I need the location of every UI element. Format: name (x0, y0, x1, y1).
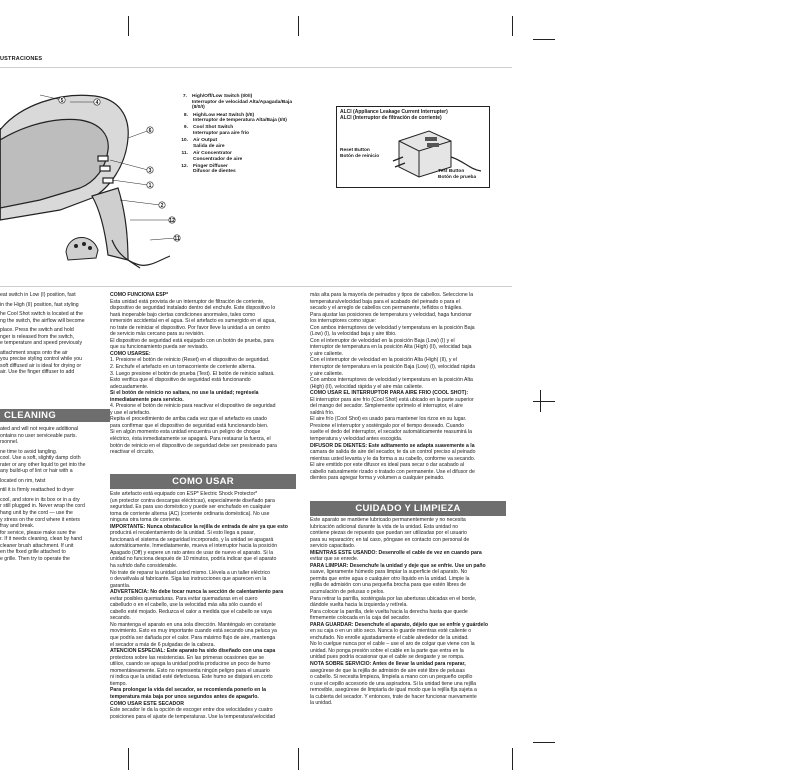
text-line: r still plugged in. Never wrap the cord (0, 503, 85, 510)
text-line: attachment snaps onto the air (0, 349, 68, 356)
text-line: Con ambos interruptores de velocidad y temperatura en la posición Baja (310, 324, 475, 331)
text-line: inmediatamente para servicio. (110, 396, 184, 403)
text-line: ninguna otra toma de corriente. (110, 517, 182, 524)
text-line: COMO USARSE: (110, 350, 151, 357)
crop-mark (512, 748, 513, 770)
text-line: temperatura más baja por unos segundos antes de apagarlo. (110, 693, 259, 700)
crop-mark (512, 16, 513, 36)
crop-mark (533, 39, 555, 40)
text-line: hará inoperable bajo ciertas condiciones anormales, tales como (110, 311, 256, 318)
test-button-label-es: Botón de prueba (438, 175, 477, 180)
text-line: e temperature and speed previously (0, 340, 83, 347)
text-line: cool, and store in its box or in a dry (0, 496, 80, 503)
text-line: lubricación adicional durante la vida de la unidad. Esta unidad no (310, 523, 459, 530)
crop-mark (533, 401, 555, 402)
text-line: place. Press the switch and hold (0, 327, 74, 334)
text-line: inmersión accidental en el agua. Si el artefacto es sumergido en el agua, (110, 318, 276, 325)
text-line: reactivar el circuito. (110, 449, 155, 456)
text-line: Para ajustar las posiciones de temperatura y velocidad, haga funcionar (310, 311, 472, 318)
left-column-block-a (0, 292, 106, 376)
text-line: asegúrese de que la rejilla de admisión de aire esté libre de pelusas (310, 667, 465, 674)
text-line: evitar posibles quemaduras. Para evitar quemaduras en el cuero (110, 595, 258, 602)
text-line: movimiento. Esto es muy importante cuando está secando una peluca ya (110, 628, 277, 635)
text-line: secado y el arreglo de cabellos con permanente, teñidos o frágiles. (310, 305, 463, 312)
callout-label: 11 (174, 236, 180, 242)
text-line: ne time to avoid tangling. (0, 448, 58, 455)
callout-label: 2 (160, 203, 164, 209)
text-line: en the fixed grille attached to (0, 549, 66, 556)
text-line: tiempo. (110, 680, 127, 687)
text-line: r. If it needs cleaning, clean by hand (0, 536, 83, 543)
text-line: COMO FUNCIONA ESP* (110, 292, 169, 298)
alci-title-en: ALCI (Appliance Leakage Current Interrupter) (340, 109, 448, 115)
cuidado-limpieza-banner: CUIDADO Y LIMPIEZA (310, 501, 506, 516)
text-line: botón de reinicio en el dispositivo de seguridad debe ser presionado para (110, 442, 277, 449)
parts-list-item: 8. High/Low Heat Switch (I/II) Interruptor de temperatura Alta/Baja (I/II) (183, 112, 287, 124)
parts-list (176, 94, 296, 176)
text-line: contiene piezas de repuesto que puedan ser utilizadas por el usuario (310, 530, 467, 537)
text-line: Apagado (Off) y espere un rato antes de usar de nuevo el aparato. Si la (110, 549, 274, 556)
right-column-text-b (310, 517, 508, 707)
text-line: in the High (II) position, fast styling (0, 301, 79, 308)
callout-label: 4 (95, 100, 99, 106)
callout-label: 1 (148, 183, 152, 189)
reset-button-label-en: Reset Button (340, 148, 370, 153)
middle-column-text-b (110, 491, 300, 720)
text-line: para su reparación; en tal caso, póngase en contacto con personal de (310, 536, 470, 543)
text-line: unidad no funciona después de 10 minutos, podría indicar que el aparato (110, 556, 277, 563)
callout-label: 12 (169, 218, 175, 224)
text-line: eléctrico, ésta inmediatamente se apagará. Para restaurar la fuerza, el (110, 436, 271, 443)
text-line: que podría ser dañada por el calor. Para máximo flujo de aire, mantenga (110, 635, 276, 642)
parts-list-item: 11. Air Concentrator Concentrador de aire (181, 150, 243, 162)
parts-list-item: 10. Air Output Salida de aire (181, 138, 225, 149)
text-line: dientes para agregar forma y volumen a cualquier peinado. (310, 475, 445, 482)
text-line: No lo cuelgue nunca por el cable – use el aro de colgar que viene con la (310, 641, 475, 648)
text-line: permita que entre agua o cualquier otro líquido en la unidad. Limpie la (310, 575, 470, 582)
text-line: protectora sobre las resistencias. En las primeras ocasiones que se (110, 654, 265, 661)
text-line: o devuélvala al fabricante. Siga las instrucciones que aparecen en la (110, 576, 267, 583)
text-line: Esto verifica que el dispositivo de seguridad está funcionando (110, 377, 251, 384)
text-line: COMO USAR ESTE SECADOR (110, 700, 184, 707)
middle-column-text (110, 292, 300, 456)
text-line: located on rim, twist (0, 477, 46, 484)
text-line: o cabello. Si necesita limpieza, límpiela a mano con un pequeño cepillo (310, 674, 473, 681)
text-line: removible, asegúrese de limpiarla de igual modo que la rejilla fija sujeta a (310, 687, 477, 694)
callout-label: 6 (148, 128, 152, 134)
text-line: ha sufrido daño considerable. (110, 563, 178, 570)
text-line: PARA GUARDAR: Desenchufe el aparato, déjelo que se enfríe y guárdelo (310, 621, 488, 628)
text-line: for service, please make sure the (0, 529, 76, 536)
text-line: Presione el interruptor y sosténgalo por el tiempo deseado. Cuando (310, 422, 465, 429)
text-line: DIFUSOR DE DIENTES: Este aditamento se adapta suavemente a la (310, 442, 475, 449)
text-line: Para colocar la parrilla, dele vuelta hacia la derecha hasta que quede (310, 608, 468, 615)
text-line: la unidad. (310, 700, 333, 707)
text-line: de servicio más cercano para su revisión. (110, 331, 205, 338)
text-line: eat switch in Low (I) position, fast (0, 292, 76, 298)
text-line: ontains no user serviceable parts. (0, 432, 77, 439)
text-line: ADVERTENCIA: No debe tocar nunca la sección de calentamiento para (110, 589, 284, 596)
text-line: interruptor de temperatura en la posición Alta (High) (II), velocidad baja (310, 344, 472, 351)
text-line: la cubierta del secador. Y entonces, trate de hacer funcionar nuevamente (310, 693, 477, 700)
text-line: saldrá frío. (310, 409, 335, 416)
text-line: El aire frío (Cool Shot) es usado para mantener los rizos en su lugar. (310, 416, 467, 423)
text-line: ated and will not require additional (0, 426, 79, 432)
text-line: para confirmar que el dispositivo de seguridad está funcionando bien. (110, 422, 269, 429)
text-line: temperatura/velocidad baja para el acabado del peinado o para el (310, 298, 460, 305)
alci-title-es: ALCI (Interruptor de filtración de corriente) (340, 115, 442, 121)
text-line: en su caja o en un sitio seco. Nunca lo guarde mientras esté caliente o (310, 628, 472, 635)
text-line: interruptor de temperatura en la posición Baja (Low) (I), velocidad rápida (310, 364, 476, 371)
text-line: acumulación de pelusas o pelos. (310, 589, 385, 596)
divider (0, 286, 512, 287)
text-line: toma de corriente alterna (AC) (corriente ordinaria doméstica). No use (110, 510, 270, 517)
text-line: Esta unidad está provista de un interruptor de filtración de corriente, (110, 298, 265, 305)
text-line: momentáneamente. Esto no representa ningún peligro para el usuario (110, 667, 270, 674)
parts-list-item: 9. Cool Shot Switch Interruptor para aire frío (183, 125, 249, 136)
left-column-text (0, 292, 106, 376)
text-line: adecuadamente. (110, 383, 149, 390)
text-line: you precise styling control while you (0, 356, 83, 363)
text-line: Este secador le da la opción de escoger entre dos velocidades y cuatro (110, 707, 273, 714)
test-button-label-en: Test Button (438, 169, 465, 174)
text-line: automáticamente. Inmediatamente, mueva el interruptor hacia la posición (110, 543, 278, 550)
text-line: y use el artefacto. (110, 409, 151, 416)
text-line: más alta para la mayoría de peinados y tipos de cabellos. Seleccione la (310, 292, 474, 298)
text-line: (High) (II), velocidad rápida y el aire más caliente. (310, 383, 424, 390)
text-line: o use el cepillo accesorio de una aspiradora. Si la unidad tiene una rejilla (310, 680, 477, 687)
text-line: garantía. (110, 582, 131, 589)
text-line: funcionará el sistema de seguridad incorporado, y la unidad se apagará (110, 536, 274, 543)
text-line: 3. Luego presione el botón de prueba (Test). El botón de reinicio saltará. (110, 370, 275, 377)
text-line: any build-up of lint or hair with a (0, 468, 73, 475)
crop-mark (533, 742, 555, 743)
text-line: los interruptores como sigue: (310, 318, 377, 325)
text-line: cleaner brush attachment. If unit (0, 542, 74, 549)
parts-list-item: 7. High/Off/Low Switch (I/0/I) Interruptor de velocidad Alta/Apagada/Baja (II/0/I) (182, 94, 293, 111)
text-line: firmemente colocada en la caja del secador. (310, 615, 411, 622)
text-line: dispositivo de seguridad instalado dentro del enchufe. Este dispositivo lo (110, 305, 276, 312)
text-line: Con el interruptor de velocidad en la posición Baja (Low) (I) y el (310, 337, 455, 344)
text-line: Este aparato se mantiene lubricado permanentemente y no necesita (310, 517, 466, 523)
text-line: El dispositivo de seguridad está equipado con un botón de prueba, para (110, 337, 274, 344)
right-column-text (310, 292, 508, 482)
text-line: rejilla de admisión con una pequeña brocha para que estén libres de (310, 582, 467, 589)
left-column-text-b (0, 426, 106, 562)
text-line: El aire emitido por este difusor es ideal para secar o dar acabado al (310, 462, 465, 469)
text-line: seguridad. Es para uso doméstico y puede ser enchufado en cualquier (110, 504, 271, 511)
text-line: Si el botón de reinicio no saltara, no use la unidad; regrésela (110, 390, 259, 397)
text-line: 1. Presione el botón de reinicio (Reset) en el dispositivo de seguridad. (110, 357, 270, 364)
text-line: cabello naturalmente rizado o tratado con permanente. Use el difusor de (310, 468, 475, 475)
text-line: suave, ligeramente húmedo para limpiar la superficie del aparato. No (310, 569, 468, 576)
text-line: rater or any other liquid to get into the (0, 461, 86, 468)
text-line: ni indica que la unidad esté defectuosa. Este humo se disipará en corto (110, 674, 273, 681)
crop-mark (128, 16, 129, 36)
text-line: y aire caliente. (310, 350, 344, 357)
callout-label: 5 (60, 98, 64, 104)
text-line: (Low) (I), la velocidad baja y aire tibio. (310, 331, 397, 338)
text-line: temperatura y velocidad antes escogida. (310, 436, 403, 443)
text-line: No trate de reparar la unidad usted mismo. Llévela a un taller eléctrico (110, 569, 271, 576)
text-line: y stress on the cord where it enters (0, 516, 81, 523)
text-line: unidad. No ponga presión sobre el cable en la parte que entra en la (310, 647, 464, 654)
cleaning-banner: CLEANING (0, 409, 110, 422)
text-line: air. Use the finger diffuser to add (0, 369, 75, 376)
reset-button-label-es: Botón de reinicio (340, 154, 380, 159)
text-line: fray and break. (0, 523, 35, 530)
text-line: Repita el procedimiento de arriba cada vez que el artefacto es usado (110, 416, 267, 423)
text-line: suelte el dedo del interruptor, el secador automáticamente reasumirá la (310, 429, 473, 436)
text-line: ng the switch, the airflow will become (0, 317, 85, 324)
text-line: MIENTRAS ESTE USANDO: Desenrolle el cable de vez en cuando para (310, 549, 482, 556)
text-line: he Cool Shot switch is located at the (0, 311, 83, 318)
text-line: que su funcionamiento pueda ser revisado. (110, 344, 209, 351)
text-line: Si en algún momento esta unidad encuentra un peligro de choque (110, 429, 261, 436)
text-line: el secador a más de 6 pulgadas de la cabeza. (110, 641, 215, 648)
text-line: Este artefacto está equipado con ESP* Electric Shock Protector* (110, 491, 258, 497)
callout-label: 3 (148, 168, 152, 174)
alci-diagram (336, 106, 490, 188)
text-line: unidad pues podría ocasionar que el cable se desgaste y se rompa. (310, 654, 465, 661)
text-line: IMPORTANTE: Nunca obstaculice la rejilla de entrada de aire ya que esto (110, 523, 288, 530)
text-line: utilice, cuando se apaga la unidad podría producirse un poco de humo (110, 661, 271, 668)
text-line: Con ambos interruptores de velocidad y temperatura en la posición Alta (310, 377, 473, 384)
crop-mark (540, 390, 541, 412)
text-line: cool. Use a soft, slightly damp cloth (0, 455, 81, 462)
text-line: nger is released from the switch, (0, 333, 74, 340)
text-line: cabelludo o en el cabello, use la velocidad más alta sólo cuando el (110, 602, 262, 609)
text-line: e grille. Then try to operate the (0, 555, 70, 562)
text-line: 2. Enchufe el artefacto en un tomacorriente de corriente alterna. (110, 364, 256, 371)
crop-mark (298, 16, 299, 36)
text-line: hang unit by the cord — use the (0, 510, 73, 517)
text-line: COMO USAR EL INTERRUPTOR PARA AIRE FRIO (COOL SHOT): (310, 390, 469, 397)
text-line: 4. Presione el botón de reinicio para reactivar el dispositivo de seguridad (110, 403, 276, 410)
text-line: ntil it is firmly reattached to dryer (0, 487, 74, 494)
text-line: enchufado. No enrolle ajustadamente el cable alrededor de la unidad. (310, 634, 469, 641)
crop-mark (298, 748, 299, 770)
text-line: No mantenga el aparato en una sola dirección. Manténgalo en constante (110, 621, 276, 628)
como-usar-banner: COMO USAR (110, 474, 296, 489)
text-line: PARA LIMPIAR: Desenchufe la unidad y deje que se enfríe. Use un paño (310, 562, 486, 569)
text-line: Para prolongar la vida del secador, se recomienda ponerlo en la (110, 687, 266, 694)
text-line: (un protector contra descargas eléctricas), especialmente diseñado para (110, 497, 275, 504)
text-line: NOTA SOBRE SERVICIO: Antes de llevar la unidad para reparar, (310, 661, 466, 668)
text-line: ATENCION ESPECIAL: Este aparato ha sido diseñado con una capa (110, 648, 276, 655)
text-line: mientras usted levanta y le da forma a su cabello, conforme va secando. (310, 455, 476, 462)
text-line: dándole vuelta hacia la izquierda y retírela. (310, 602, 408, 609)
text-line: camara de salida de aire del secador, te da un control preciso al peinado (310, 449, 476, 456)
text-line: secando. (110, 615, 131, 622)
crop-mark (128, 748, 129, 770)
text-line: y aire caliente. (310, 370, 344, 377)
finger-diffuser-illustration (62, 222, 102, 264)
text-line: soft diffused air is ideal for drying or (0, 362, 82, 369)
text-line: servicio capacitado. (310, 543, 356, 550)
parts-list-item: 12. Finger Diffuser Difusor de dientes (181, 163, 236, 175)
text-line: Con el interruptor de velocidad en la posición Alta (High) (II), y el (310, 357, 457, 364)
divider (0, 67, 512, 68)
text-line: posiciones para el ajuste de temperaturas. Use la temperatura/velocidad (110, 713, 276, 720)
text-line: del mango del secador. Simplemente oprímelo el interruptor, el aire (310, 403, 463, 410)
section-label: USTRACIONES (0, 56, 43, 62)
text-line: producirá el recalentamiento de la unidad. Si esto llega a pasar, (110, 530, 255, 537)
text-line: rsonnel. (0, 439, 19, 446)
text-line: no trate de reiniciar el dispositivo. Por favor lleve la unidad a un centro (110, 324, 271, 331)
text-line: cabello esté mojado. Reduzca el calor a medida que el cabello se vaya (110, 608, 272, 615)
text-line: Para retirar la parrilla, sosténgala por las aberturas ubicadas en el borde, (310, 595, 477, 602)
text-line: El interruptor para aire frío (Cool Shot) está ubicado en la parte superior (310, 396, 474, 403)
text-line: evitar que se enrede. (310, 556, 359, 563)
